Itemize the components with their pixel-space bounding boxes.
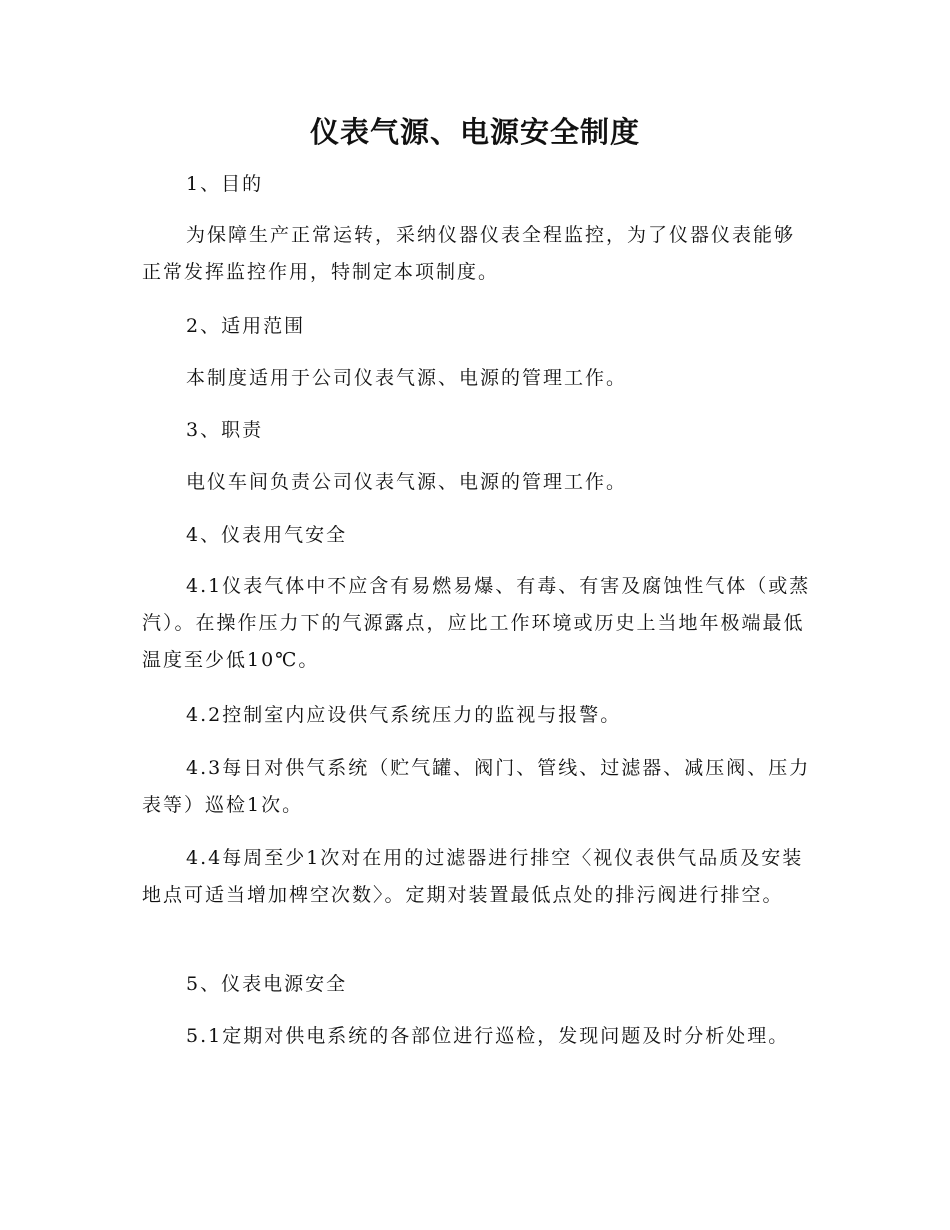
paragraph-4-2: 4.2控制室内应设供气系统压力的监视与报警。 bbox=[186, 704, 622, 726]
paragraph-responsibility: 电仪车间负责公司仪表气源、电源的管理工作。 bbox=[186, 471, 628, 493]
paragraph-4-3: 4.3每日对供气系统（贮气罐、阀门、管线、过滤器、减压阀、压力表等）巡检1次。 bbox=[142, 757, 811, 816]
section-heading-purpose: 1、目的 bbox=[186, 173, 264, 195]
paragraph-5-1: 5.1定期对供电系统的各部位进行巡检，发现问题及时分析处理。 bbox=[186, 1025, 790, 1047]
section-heading-responsibility: 3、职责 bbox=[186, 419, 264, 441]
section-heading-power-safety: 5、仪表电源安全 bbox=[186, 973, 348, 995]
page-title: 仪表气源、电源安全制度 bbox=[309, 115, 640, 149]
paragraph-4-4: 4.4每周至少1次对在用的过滤器进行排空〈视仪表供气品质及安装地点可适当增加椑空次数〉。定期对装置最低点处的排污阀进行排空。 bbox=[142, 847, 804, 906]
section-heading-scope: 2、适用范围 bbox=[186, 315, 306, 337]
paragraph-scope: 本制度适用于公司仪表气源、电源的管理工作。 bbox=[186, 367, 628, 389]
paragraph-purpose: 为保障生产正常运转，采纳仪器仪表全程监控，为了仪器仪表能够正常发挥监控作用，特制定本项制度。 bbox=[142, 224, 796, 283]
paragraph-4-1: 4.1仪表气体中不应含有易燃易爆、有毒、有害及腐蚀性气体（或蒸汽）。在操作压力下的气源露点，应比工作环境或历史上当地年极端最低温度至少低10℃。 bbox=[142, 575, 811, 671]
section-heading-gas-safety: 4、仪表用气安全 bbox=[186, 524, 348, 546]
